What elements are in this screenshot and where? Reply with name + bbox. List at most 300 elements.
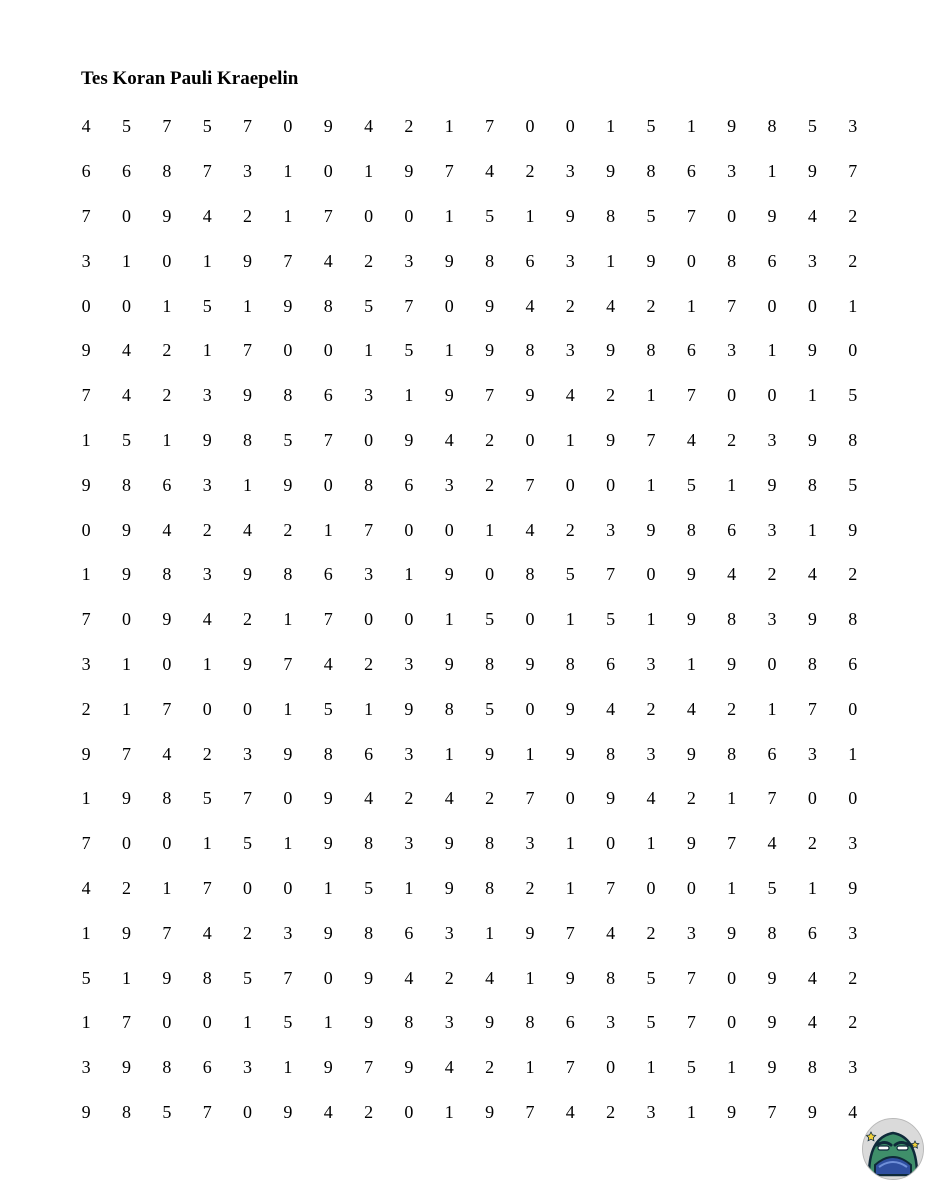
number-row <box>66 1045 876 1090</box>
number-cell: 9 <box>525 922 535 943</box>
number-cell: 3 <box>646 653 656 674</box>
number-cell: 8 <box>807 1057 817 1078</box>
avatar-badge[interactable] <box>862 1118 924 1180</box>
number-row <box>66 462 876 507</box>
number-cell: 2 <box>364 1101 374 1122</box>
number-cell: 7 <box>485 385 495 406</box>
number-cell: 1 <box>565 609 575 630</box>
number-cell: 7 <box>162 116 172 137</box>
number-cell: 5 <box>646 1012 656 1033</box>
number-cell: 9 <box>283 474 293 495</box>
number-cell: 0 <box>364 429 374 450</box>
number-cell: 0 <box>243 698 253 719</box>
number-cell: 9 <box>565 743 575 764</box>
number-cell: 5 <box>565 564 575 585</box>
number-cell: 8 <box>525 1012 535 1033</box>
number-cell: 1 <box>364 161 374 182</box>
number-cell: 9 <box>646 250 656 271</box>
number-cell: 1 <box>727 1057 737 1078</box>
number-cell: 9 <box>243 564 253 585</box>
number-cell: 5 <box>485 698 495 719</box>
number-cell: 2 <box>485 788 495 809</box>
number-cell: 4 <box>807 967 817 988</box>
number-cell: 0 <box>565 788 575 809</box>
number-cell: 0 <box>727 967 737 988</box>
number-cell: 1 <box>727 788 737 809</box>
number-cell: 9 <box>848 519 858 540</box>
number-cell: 4 <box>727 564 737 585</box>
number-cell: 4 <box>202 922 212 943</box>
number-cell: 3 <box>525 833 535 854</box>
number-cell: 2 <box>606 385 616 406</box>
number-cell: 9 <box>162 609 172 630</box>
number-cell: 0 <box>807 788 817 809</box>
number-cell: 0 <box>848 698 858 719</box>
number-cell: 9 <box>485 1012 495 1033</box>
number-cell: 6 <box>565 1012 575 1033</box>
number-cell: 1 <box>202 340 212 361</box>
number-cell: 5 <box>81 967 91 988</box>
number-cell: 8 <box>727 250 737 271</box>
number-cell: 1 <box>202 833 212 854</box>
number-cell: 3 <box>848 116 858 137</box>
number-cell: 8 <box>848 429 858 450</box>
number-cell: 6 <box>122 161 132 182</box>
number-cell: 8 <box>122 474 132 495</box>
number-cell: 2 <box>485 474 495 495</box>
number-row <box>66 1090 876 1135</box>
number-cell: 7 <box>606 877 616 898</box>
number-cell: 7 <box>323 609 333 630</box>
number-cell: 1 <box>243 474 253 495</box>
number-cell: 0 <box>727 205 737 226</box>
number-cell: 2 <box>848 205 858 226</box>
number-cell: 8 <box>525 564 535 585</box>
number-cell: 3 <box>727 340 737 361</box>
number-cell: 0 <box>202 698 212 719</box>
number-cell: 0 <box>323 161 333 182</box>
number-cell: 5 <box>807 116 817 137</box>
number-cell: 9 <box>81 474 91 495</box>
number-cell: 2 <box>283 519 293 540</box>
number-cell: 7 <box>727 833 737 854</box>
number-cell: 9 <box>162 967 172 988</box>
number-cell: 7 <box>283 967 293 988</box>
number-cell: 3 <box>404 653 414 674</box>
number-cell: 0 <box>444 295 454 316</box>
number-cell: 7 <box>122 743 132 764</box>
number-cell: 3 <box>646 1101 656 1122</box>
number-row <box>66 910 876 955</box>
number-cell: 7 <box>364 1057 374 1078</box>
number-cell: 5 <box>323 698 333 719</box>
number-cell: 4 <box>525 295 535 316</box>
number-cell: 2 <box>606 1101 616 1122</box>
number-cell: 0 <box>283 788 293 809</box>
number-cell: 4 <box>485 967 495 988</box>
number-cell: 1 <box>565 877 575 898</box>
number-cell: 6 <box>323 385 333 406</box>
number-cell: 2 <box>727 429 737 450</box>
number-cell: 2 <box>243 609 253 630</box>
number-cell: 4 <box>122 385 132 406</box>
number-cell: 8 <box>444 698 454 719</box>
number-cell: 3 <box>243 1057 253 1078</box>
number-cell: 0 <box>404 519 414 540</box>
number-cell: 3 <box>404 833 414 854</box>
number-cell: 2 <box>646 922 656 943</box>
number-cell: 4 <box>606 922 616 943</box>
number-cell: 8 <box>283 564 293 585</box>
number-cell: 8 <box>848 609 858 630</box>
number-grid <box>66 104 876 1134</box>
number-cell: 0 <box>444 519 454 540</box>
number-cell: 0 <box>243 877 253 898</box>
number-cell: 3 <box>444 1012 454 1033</box>
number-cell: 2 <box>848 1012 858 1033</box>
number-cell: 0 <box>202 1012 212 1033</box>
number-cell: 8 <box>364 833 374 854</box>
number-cell: 3 <box>243 161 253 182</box>
number-cell: 3 <box>202 474 212 495</box>
number-cell: 9 <box>243 385 253 406</box>
number-cell: 3 <box>727 161 737 182</box>
number-cell: 7 <box>81 205 91 226</box>
number-cell: 7 <box>485 116 495 137</box>
number-cell: 4 <box>81 116 91 137</box>
number-cell: 3 <box>243 743 253 764</box>
number-cell: 3 <box>283 922 293 943</box>
number-cell: 3 <box>848 833 858 854</box>
number-cell: 8 <box>565 653 575 674</box>
number-cell: 3 <box>444 474 454 495</box>
number-row <box>66 283 876 328</box>
number-cell: 3 <box>848 922 858 943</box>
number-cell: 7 <box>243 116 253 137</box>
number-cell: 2 <box>404 116 414 137</box>
number-cell: 9 <box>444 250 454 271</box>
number-cell: 1 <box>283 609 293 630</box>
number-cell: 7 <box>81 833 91 854</box>
number-row <box>66 686 876 731</box>
number-cell: 9 <box>404 161 414 182</box>
number-cell: 0 <box>283 116 293 137</box>
number-cell: 5 <box>848 474 858 495</box>
number-cell: 2 <box>525 161 535 182</box>
number-cell: 6 <box>525 250 535 271</box>
number-cell: 1 <box>283 833 293 854</box>
number-cell: 2 <box>202 743 212 764</box>
number-cell: 9 <box>202 429 212 450</box>
number-cell: 1 <box>122 967 132 988</box>
number-cell: 0 <box>525 698 535 719</box>
number-row <box>66 238 876 283</box>
number-cell: 6 <box>686 161 696 182</box>
number-cell: 9 <box>323 1057 333 1078</box>
number-cell: 7 <box>283 653 293 674</box>
number-cell: 1 <box>646 1057 656 1078</box>
number-cell: 1 <box>646 609 656 630</box>
number-cell: 7 <box>767 1101 777 1122</box>
number-cell: 3 <box>81 653 91 674</box>
number-cell: 9 <box>283 743 293 764</box>
number-cell: 0 <box>404 205 414 226</box>
number-cell: 1 <box>848 295 858 316</box>
number-cell: 9 <box>727 922 737 943</box>
number-cell: 1 <box>525 205 535 226</box>
number-cell: 9 <box>122 564 132 585</box>
number-cell: 9 <box>283 1101 293 1122</box>
number-cell: 4 <box>686 429 696 450</box>
number-cell: 3 <box>202 385 212 406</box>
number-cell: 7 <box>565 1057 575 1078</box>
number-cell: 0 <box>122 609 132 630</box>
number-cell: 5 <box>122 116 132 137</box>
number-cell: 2 <box>848 967 858 988</box>
number-cell: 7 <box>646 429 656 450</box>
number-cell: 9 <box>485 295 495 316</box>
number-cell: 3 <box>606 1012 616 1033</box>
number-cell: 2 <box>565 519 575 540</box>
number-cell: 9 <box>283 295 293 316</box>
number-cell: 2 <box>646 295 656 316</box>
number-row <box>66 731 876 776</box>
number-cell: 2 <box>565 295 575 316</box>
number-row <box>66 597 876 642</box>
number-cell: 8 <box>646 340 656 361</box>
number-cell: 4 <box>444 788 454 809</box>
number-cell: 1 <box>686 295 696 316</box>
number-cell: 3 <box>81 1057 91 1078</box>
number-cell: 1 <box>848 743 858 764</box>
number-cell: 3 <box>767 609 777 630</box>
number-cell: 3 <box>364 564 374 585</box>
number-cell: 9 <box>807 1101 817 1122</box>
number-cell: 1 <box>162 877 172 898</box>
number-cell: 2 <box>485 429 495 450</box>
number-cell: 1 <box>243 295 253 316</box>
number-cell: 6 <box>727 519 737 540</box>
number-cell: 0 <box>807 295 817 316</box>
number-cell: 8 <box>162 161 172 182</box>
number-cell: 1 <box>646 385 656 406</box>
number-cell: 9 <box>606 340 616 361</box>
number-cell: 0 <box>686 250 696 271</box>
number-cell: 2 <box>162 340 172 361</box>
number-cell: 7 <box>364 519 374 540</box>
number-cell: 1 <box>525 743 535 764</box>
number-row <box>66 507 876 552</box>
number-cell: 1 <box>485 519 495 540</box>
number-cell: 2 <box>686 788 696 809</box>
frog-avatar-icon <box>863 1119 923 1179</box>
number-cell: 9 <box>485 1101 495 1122</box>
number-cell: 9 <box>686 564 696 585</box>
number-cell: 0 <box>606 474 616 495</box>
number-cell: 4 <box>525 519 535 540</box>
number-cell: 4 <box>565 1101 575 1122</box>
number-cell: 1 <box>444 609 454 630</box>
number-cell: 8 <box>727 743 737 764</box>
number-cell: 9 <box>807 609 817 630</box>
number-cell: 8 <box>162 788 172 809</box>
number-cell: 0 <box>686 877 696 898</box>
number-cell: 3 <box>565 340 575 361</box>
number-cell: 0 <box>404 1101 414 1122</box>
number-cell: 1 <box>485 922 495 943</box>
number-cell: 3 <box>565 250 575 271</box>
number-cell: 7 <box>243 788 253 809</box>
number-cell: 9 <box>323 116 333 137</box>
number-cell: 0 <box>162 1012 172 1033</box>
number-cell: 9 <box>767 967 777 988</box>
number-cell: 3 <box>202 564 212 585</box>
number-cell: 7 <box>444 161 454 182</box>
number-cell: 0 <box>565 116 575 137</box>
number-cell: 2 <box>122 877 132 898</box>
number-cell: 9 <box>807 340 817 361</box>
number-cell: 4 <box>606 295 616 316</box>
number-cell: 1 <box>444 205 454 226</box>
number-cell: 4 <box>162 743 172 764</box>
number-cell: 7 <box>122 1012 132 1033</box>
number-cell: 8 <box>162 1057 172 1078</box>
number-cell: 9 <box>444 877 454 898</box>
number-cell: 1 <box>404 877 414 898</box>
number-cell: 3 <box>807 743 817 764</box>
number-cell: 7 <box>81 385 91 406</box>
number-cell: 4 <box>807 205 817 226</box>
number-cell: 0 <box>727 1012 737 1033</box>
number-cell: 6 <box>807 922 817 943</box>
number-cell: 9 <box>323 788 333 809</box>
number-cell: 9 <box>444 833 454 854</box>
number-cell: 6 <box>202 1057 212 1078</box>
number-cell: 1 <box>686 1101 696 1122</box>
number-cell: 1 <box>686 653 696 674</box>
number-cell: 9 <box>444 564 454 585</box>
number-cell: 1 <box>364 340 374 361</box>
number-cell: 5 <box>404 340 414 361</box>
number-cell: 9 <box>81 1101 91 1122</box>
number-cell: 7 <box>243 340 253 361</box>
number-cell: 9 <box>525 385 535 406</box>
number-cell: 4 <box>364 788 374 809</box>
number-cell: 8 <box>485 833 495 854</box>
number-cell: 4 <box>485 161 495 182</box>
number-cell: 1 <box>122 698 132 719</box>
number-cell: 5 <box>243 833 253 854</box>
number-cell: 1 <box>162 429 172 450</box>
number-cell: 1 <box>727 474 737 495</box>
number-row <box>66 194 876 239</box>
number-cell: 4 <box>767 833 777 854</box>
number-cell: 7 <box>202 161 212 182</box>
number-cell: 0 <box>525 429 535 450</box>
number-cell: 1 <box>202 250 212 271</box>
number-cell: 3 <box>767 429 777 450</box>
number-cell: 5 <box>686 474 696 495</box>
number-cell: 5 <box>243 967 253 988</box>
number-cell: 8 <box>606 967 616 988</box>
number-cell: 5 <box>364 877 374 898</box>
number-cell: 9 <box>767 1012 777 1033</box>
number-cell: 0 <box>525 609 535 630</box>
number-cell: 6 <box>162 474 172 495</box>
number-cell: 2 <box>364 653 374 674</box>
number-cell: 4 <box>686 698 696 719</box>
number-cell: 4 <box>323 1101 333 1122</box>
number-cell: 2 <box>162 385 172 406</box>
number-cell: 3 <box>81 250 91 271</box>
number-cell: 6 <box>848 653 858 674</box>
number-cell: 8 <box>646 161 656 182</box>
number-cell: 4 <box>202 205 212 226</box>
number-cell: 9 <box>767 205 777 226</box>
number-cell: 0 <box>727 385 737 406</box>
number-cell: 1 <box>686 116 696 137</box>
number-cell: 7 <box>727 295 737 316</box>
number-cell: 4 <box>81 877 91 898</box>
number-cell: 9 <box>727 1101 737 1122</box>
number-cell: 3 <box>565 161 575 182</box>
number-cell: 5 <box>646 116 656 137</box>
number-cell: 1 <box>323 1012 333 1033</box>
number-cell: 0 <box>364 205 374 226</box>
number-cell: 7 <box>807 698 817 719</box>
number-cell: 4 <box>162 519 172 540</box>
number-cell: 0 <box>283 877 293 898</box>
number-cell: 8 <box>323 295 333 316</box>
number-cell: 9 <box>565 698 575 719</box>
number-cell: 7 <box>606 564 616 585</box>
number-cell: 7 <box>162 922 172 943</box>
number-cell: 4 <box>364 116 374 137</box>
number-cell: 8 <box>767 922 777 943</box>
number-cell: 4 <box>404 967 414 988</box>
number-cell: 9 <box>81 743 91 764</box>
number-cell: 9 <box>727 116 737 137</box>
number-cell: 2 <box>404 788 414 809</box>
number-cell: 7 <box>404 295 414 316</box>
number-cell: 9 <box>323 922 333 943</box>
number-cell: 7 <box>686 205 696 226</box>
number-cell: 2 <box>202 519 212 540</box>
number-cell: 1 <box>122 250 132 271</box>
number-cell: 8 <box>807 653 817 674</box>
number-cell: 9 <box>243 653 253 674</box>
number-cell: 1 <box>283 1057 293 1078</box>
number-cell: 9 <box>444 385 454 406</box>
number-cell: 2 <box>243 922 253 943</box>
number-cell: 0 <box>485 564 495 585</box>
number-cell: 1 <box>646 474 656 495</box>
number-cell: 6 <box>686 340 696 361</box>
number-cell: 1 <box>444 116 454 137</box>
number-cell: 9 <box>81 340 91 361</box>
number-cell: 9 <box>444 653 454 674</box>
number-cell: 8 <box>727 609 737 630</box>
number-cell: 8 <box>243 429 253 450</box>
number-cell: 1 <box>81 788 91 809</box>
number-cell: 3 <box>686 922 696 943</box>
number-cell: 2 <box>243 205 253 226</box>
number-cell: 5 <box>767 877 777 898</box>
number-cell: 9 <box>848 877 858 898</box>
number-row <box>66 104 876 149</box>
number-cell: 7 <box>525 474 535 495</box>
number-cell: 2 <box>807 833 817 854</box>
